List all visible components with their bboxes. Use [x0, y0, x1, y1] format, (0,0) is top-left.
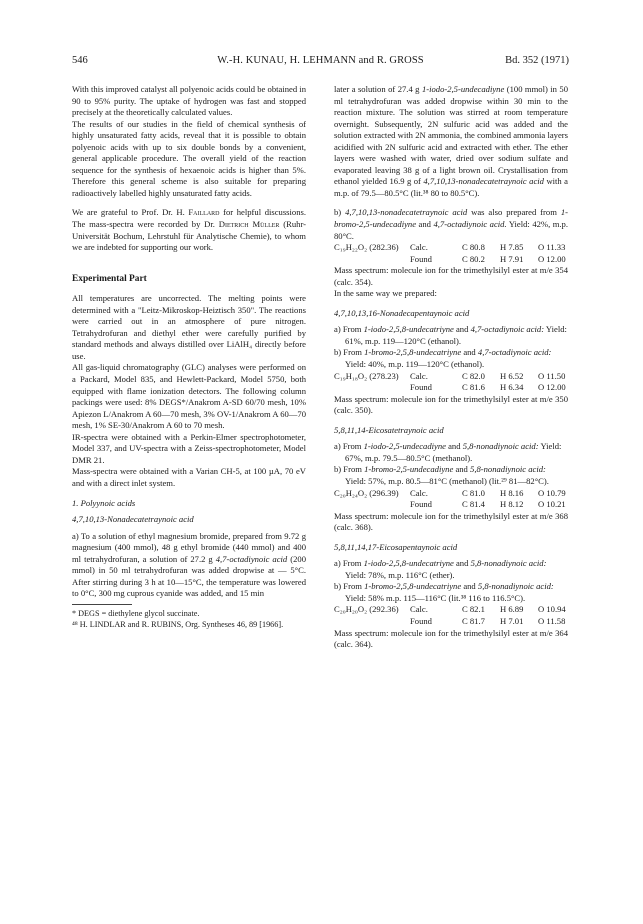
section-heading-experimental: Experimental Part	[72, 273, 147, 284]
footnote: ⁴⁸ H. LINDLAR and R. RUBINS, Org. Syntheses 46, 89 [1966].	[72, 619, 284, 629]
compound-heading: 5,8,11,14-Eicosatetraynoic acid	[334, 424, 444, 435]
elemental-analysis-calc: C₂₀H₂₀O₂ (292.36) Calc. C 82.1 H 6.89 O 10.94	[334, 604, 566, 615]
acknowledgement: We are grateful to Prof. Dr. H. Faillard for helpful discussions. The mass-spectra were recorded by Dr. Dietrich Müller (Ruhr-Universität Bochum, Lehrstuhl für Analytische Chemie), to whom we are indebted for supporting our work.	[72, 207, 307, 253]
mass-spectrum-note: Mass spectrum: molecule ion for the trimethylsilyl ester at m/e 364 (calc. 364).	[334, 627, 568, 650]
experimental-paragraph-2: All gas-liquid chromatography (GLC) analyses were performed on a Packard, Model 835, and Hewlett-Packard, Model 5750, both equipped with flame ionization detectors. The following column packings were used: 8% DEGS*/Anakrom A-SD 60/70 mesh, 10% Apiezon L/Anakrom A 60—70 mesh, 3% OV-1/Anakrom A 60—70 mesh, 1% SE-30/Anakrom A 60 to 70 mesh.	[72, 362, 306, 431]
procedure-item: a) From 1-iodo-2,5-undecadiyne and 5,8-nonadiynoic acid: Yield: 67%, m.p. 79.5—80.5°C (methanol).	[334, 441, 562, 463]
procedure-item: a) From 1-iodo-2,5,8-undecatriyne and 5,8-nonadiynoic acid: Yield: 78%, m.p. 116°C (ether).	[334, 558, 547, 580]
procedure-b: b) 4,7,10,13-nonadecatetraynoic acid was also prepared from 1-bromo-2,5-undecadiyne and 4,7-octadiynoic acid. Yield: 42%, m.p. 80°C.	[334, 207, 569, 241]
mass-spectrum-note: Mass spectrum: molecule ion for the trimethylsilyl ester at m/e 368 (calc. 368).	[334, 510, 568, 533]
left-column	[72, 84, 306, 630]
procedure-paragraph: a) To a solution of ethyl magnesium bromide, prepared from 9.72 g magnesium (400 mmol), 48 g ethyl bromide (440 mmol) and 400 ml tetrahydrofuran, a solution of 27.2 g 4,7-octadiynoic acid (200 mmol) in 50 ml tetrahydrofuran was added dropwise at — 5°C. After stirring during 3 h at 10—15°C, the temperature was lowered to 0°C, 300 mg cuprous cyanide was added, and 15 min	[72, 530, 307, 599]
subsection-heading: 1. Polyynoic acids	[72, 497, 136, 508]
elemental-analysis-calc: C₁₉H₂₂O₂ (282.36) Calc. C 80.8 H 7.85 O 11.33	[334, 242, 566, 253]
footnote-rule	[72, 604, 132, 605]
intro-paragraph-2: The results of our studies in the field of chemical synthesis of highly unsaturated fatty acids, reveal that it is possible to obtain polyenoic acids with up to six double bonds by a convenient, general applicable procedure. The overall yield of the reaction sequence for the synthesis of hexaenoic acids is higher than 5%. Therefore this general scheme is also suitable for preparing radioactively labelled highly unsaturated fatty acids.	[72, 118, 306, 198]
compound-heading: 5,8,11,14,17-Eicosapentaynoic acid	[334, 541, 458, 552]
running-header	[72, 55, 569, 69]
footnote: * DEGS = diethylene glycol succinate.	[72, 608, 200, 618]
compound-heading: 4,7,10,13-Nonadecatetraynoic acid	[72, 514, 194, 525]
elemental-analysis-found: Found C 80.2 H 7.91 O 12.00	[410, 253, 566, 264]
mass-spectrum-note: Mass spectrum: molecule ion for the trimethylsilyl ester at m/e 350 (calc. 350).	[334, 393, 568, 416]
right-column	[334, 84, 568, 651]
procedure-item: b) From 1-bromo-2,5-undecadiyne and 5,8-nonadiynoic acid: Yield: 57%, m.p. 80.5—81°C (methanol) (lit.²⁹ 81—82°C).	[334, 464, 549, 486]
header-authors: W.-H. KUNAU, H. LEHMANN and R. GROSS	[217, 55, 424, 66]
elemental-analysis-found: Found C 81.7 H 7.01 O 11.58	[410, 615, 566, 626]
elemental-analysis-found: Found C 81.6 H 6.34 O 12.00	[410, 382, 566, 393]
elemental-analysis-calc: C₂₀H₂₄O₂ (296.39) Calc. C 81.0 H 8.16 O 10.79	[334, 487, 566, 498]
journal-reference: Bd. 352 (1971)	[505, 55, 569, 66]
mass-spectrum-note: Mass spectrum: molecule ion for the trimethylsilyl ester at m/e 354 (calc. 354).	[334, 265, 568, 287]
person-name: Faillard	[188, 207, 220, 218]
elemental-analysis-found: Found C 81.4 H 8.12 O 10.21	[410, 499, 566, 510]
intro-paragraph-1: With this improved catalyst all polyenoic acids could be obtained in 90 to 95% purity. The uptake of hydrogen was fast and stopped precisely at the theoretically calculated values.	[72, 84, 306, 118]
procedure-continuation: later a solution of 27.4 g 1-iodo-2,5-undecadiyne (100 mmol) in 50 ml tetrahydrofuran was added dropwise within 30 min to the reaction mixture. The solution was stirred at room temperature overnight. Subsequently, 2N sulfuric acid was added and the solution extracted with 2N ammonia, the combined ammonia layers acidified with 2N sulfuric acid and extracted with ether. The ether layers were washed with water, dried over sodium sulfate and evaporated leaving 38 g of a light brown oil. Crystallisation from ethanol yielded 16.9 g of 4,7,10,13-nonadecatetraynoic acid with a m.p. of 79.5—80.5°C (lit.³⁸ 80 to 80.5°C).	[334, 84, 569, 198]
procedure-item: a) From 1-iodo-2,5,8-undecatriyne and 4,7-octadiynoic acid: Yield: 61%, m.p. 119—120°C (ethanol).	[334, 324, 567, 346]
procedure-item: b) From 1-bromo-2,5,8-undecatriyne and 5,8-nonadiynoic acid: Yield: 58% m.p. 115—116°C (lit.³⁸ 116 to 116.5°C).	[334, 581, 554, 603]
experimental-paragraph-3: IR-spectra were obtained with a Perkin-Elmer spectrophotometer, Model 337, and UV-spectra with a Zeiss-spectrophotometer, Model DMR 21.	[72, 431, 306, 465]
person-name: Dietrich Müller	[218, 219, 280, 230]
page-number: 546	[72, 55, 88, 66]
same-way-note: In the same way we prepared:	[334, 288, 437, 299]
experimental-paragraph-1: All temperatures are uncorrected. The melting points were determined with a "Leitz-Mikroskop-Heiztisch 350". The reactions were carried out in an atmosphere of pure nitrogen. Tetrahydrofuran and diethyl ether were carefully purified by standard methods and always distilled over LiAlH₄ directly before use.	[72, 293, 306, 361]
compound-heading: 4,7,10,13,16-Nonadecapentaynoic acid	[334, 307, 470, 318]
elemental-analysis-calc: C₁₉H₁₈O₂ (278.23) Calc. C 82.0 H 6.52 O 11.50	[334, 370, 566, 381]
experimental-paragraph-4: Mass-spectra were obtained with a Varian CH-5, at 100 µA, 70 eV and with a direct inlet system.	[72, 466, 306, 488]
procedure-item: b) From 1-bromo-2,5,8-undecatriyne and 4,7-octadiynoic acid: Yield: 40%, m.p. 119—120°C (ethanol).	[334, 347, 552, 370]
